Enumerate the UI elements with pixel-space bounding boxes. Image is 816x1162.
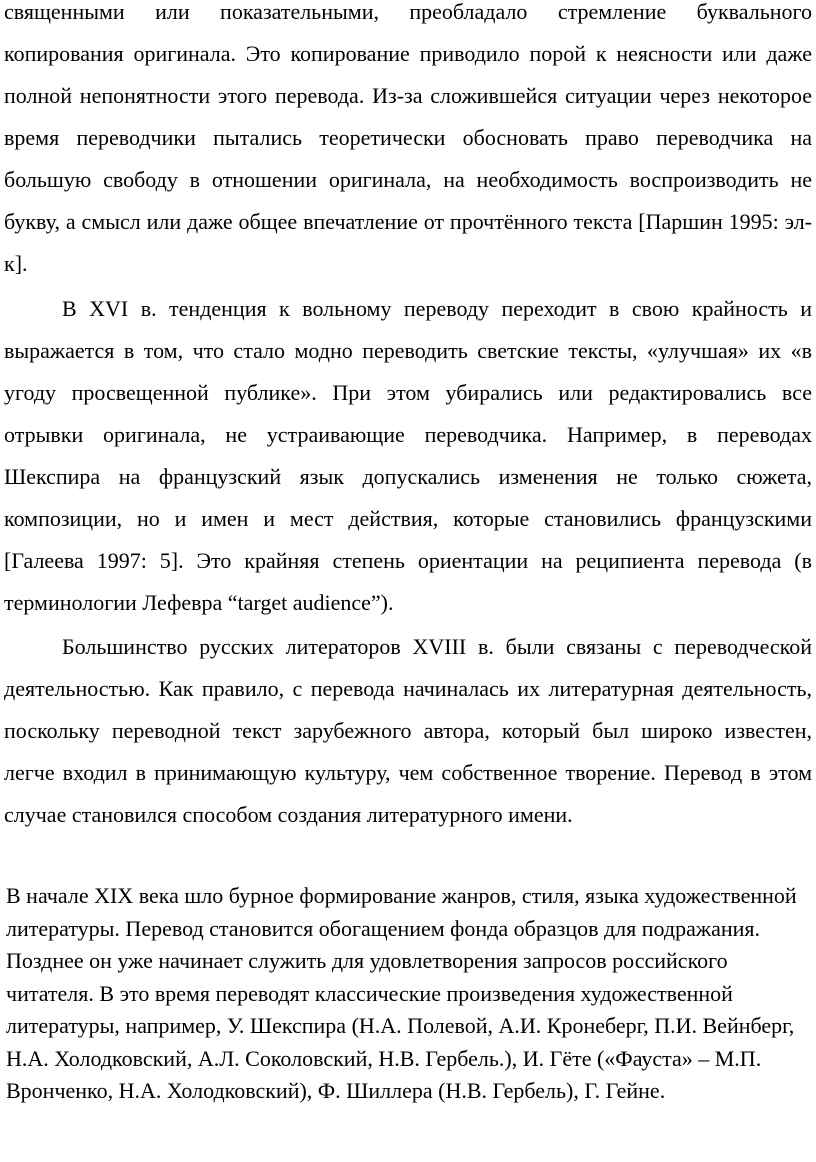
paragraph-2: В XVI в. тенденция к вольному переводу переходит в свою крайность и выражается в том, что стало модно переводить светские тексты, «улучшая» их «в угоду просвещенной публике». При этом убирались или редактировались все отрывки оригинала, не устраивающие переводчика. Например, в переводах Шекспира на французский язык допускались изменения не только сюжета, композиции, но и имен и мест действия, которые становились французскими [Галеева 1997: 5]. Это крайняя степень ориентации на реципиента перевода (в терминологии Лефевра “target audience”). (4, 296, 812, 615)
paragraph-4: В начале XIX века шло бурное формирование жанров, стиля, языка художественной литературы. Перевод становится обогащением фонда образцов для подражания. Позднее он уже начинает служить для удовлетворения запросов российского читателя. В это время переводят классические произведения художественной литературы, например, У. Шекспира (Н.А. Полевой, А.И. Кронеберг, П.И. Вейнберг, Н.А. Холодковский, А.Л. Соколовский, Н.В. Гербель.), И. Гёте («Фауста» – М.П. Вронченко, Н.А. Холодковский), Ф. Шиллера (Н.В. Гербель), Г. Гейне. (6, 883, 797, 1103)
paragraph-3: Большинство русских литераторов XVIII в. были связаны с переводческой деятельностью. Как правило, с перевода начиналась их литературная деятельность, поскольку переводной текст зарубежного автора, который был широко известен, легче входил в принимающую культуру, чем собственное творение. Перевод в этом случае становился способом создания литературного имени. (4, 634, 812, 827)
paragraph-1: священными или показательными, преобладало стремление буквального копирования оригинала. Это копирование приводило порой к неясности или даже полной непонятности этого перевода. Из-за сложившейся ситуации через некоторое время переводчики пытались теоретически обосновать право переводчика на большую свободу в отношении оригинала, на необходимость воспроизводить не букву, а смысл или даже общее впечатление от прочтённого текста [Паршин 1995: эл-к]. (4, 0, 812, 276)
